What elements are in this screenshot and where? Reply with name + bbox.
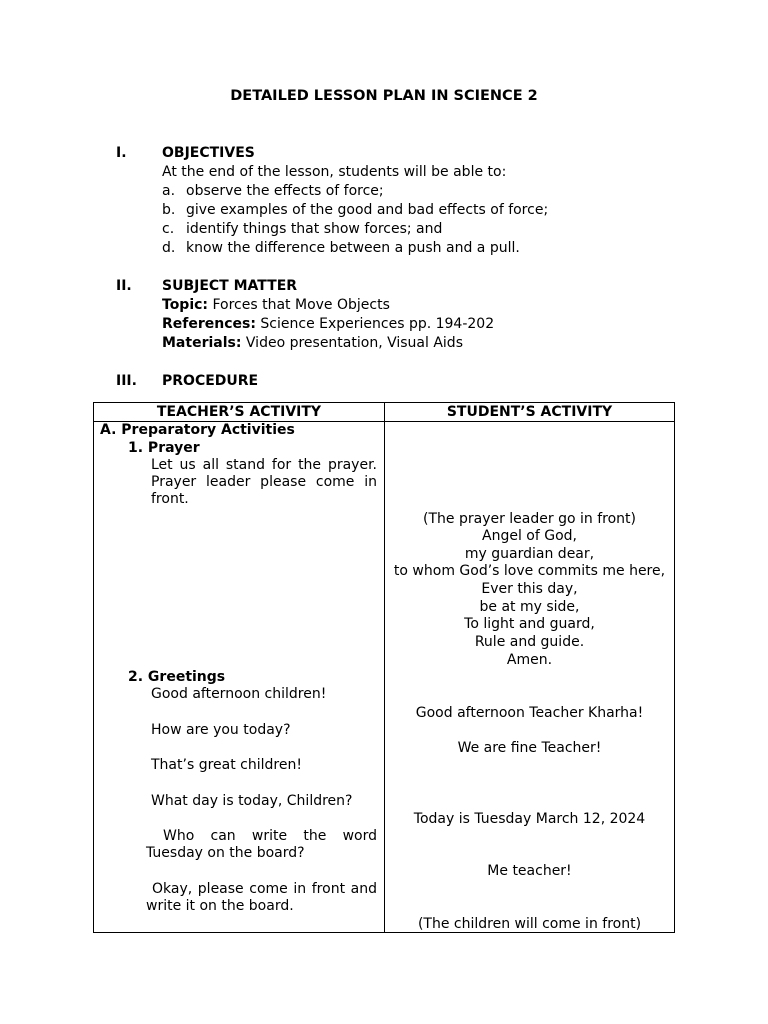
references-value: Science Experiences pp. 194-202: [260, 316, 495, 332]
prayer-instruction: Let us all stand for the prayer. Prayer leader please come in front.: [151, 457, 377, 507]
list-marker: c.: [162, 221, 175, 237]
materials-label: Materials:: [162, 335, 242, 351]
topic-value: Forces that Move Objects: [212, 297, 390, 313]
objective-text: give examples of the good and bad effects of force;: [186, 202, 549, 218]
list-marker: b.: [162, 202, 176, 218]
objectives-heading: OBJECTIVES: [162, 145, 255, 161]
table-header-row: [94, 403, 675, 422]
prayer-line: to whom God’s love commits me here,: [393, 563, 666, 579]
document-title: DETAILED LESSON PLAN IN SCIENCE 2: [230, 88, 538, 104]
prayer-heading: 1. Prayer: [128, 440, 200, 456]
prayer-line: Rule and guide.: [474, 634, 585, 650]
section-heading: A. Preparatory Activities: [100, 422, 295, 438]
prayer-line: Amen.: [506, 652, 553, 668]
teacher-activity-cell: [94, 422, 385, 933]
materials-line: [162, 335, 463, 351]
objective-item: [162, 240, 520, 256]
list-marker: a.: [162, 183, 176, 199]
objective-item: [162, 202, 548, 218]
student-line: Me teacher!: [487, 863, 572, 879]
teacher-line: Good afternoon children!: [151, 686, 327, 702]
procedure-number: III.: [116, 373, 137, 389]
prayer-line: To light and guard,: [464, 616, 595, 632]
teacher-line: Who can write the word Tuesday on the board?: [146, 828, 377, 861]
teacher-line: What day is today, Children?: [151, 793, 353, 809]
student-activity-cell: [385, 422, 675, 933]
student-line: (The children will come in front): [417, 916, 642, 932]
topic-line: [162, 297, 390, 313]
greetings-heading: 2. Greetings: [128, 669, 226, 685]
prayer-line: Ever this day,: [481, 581, 578, 597]
table-row: [94, 422, 675, 933]
topic-label: Topic:: [162, 297, 209, 313]
teacher-activity-header: TEACHER’S ACTIVITY: [94, 403, 385, 422]
objectives-intro: At the end of the lesson, students will be able to:: [162, 164, 507, 180]
procedure-table: [93, 402, 675, 933]
teacher-line: That’s great children!: [151, 757, 302, 773]
prayer-line: be at my side,: [479, 599, 580, 615]
materials-value: Video presentation, Visual Aids: [245, 335, 463, 351]
objective-text: identify things that show forces; and: [186, 221, 443, 237]
objective-item: [162, 183, 384, 199]
student-line: (The prayer leader go in front): [423, 511, 636, 527]
prayer-line: Angel of God,: [482, 528, 577, 544]
objective-text: observe the effects of force;: [186, 183, 384, 199]
student-activity-header: STUDENT’S ACTIVITY: [385, 403, 675, 422]
references-line: [162, 316, 494, 332]
references-label: References:: [162, 316, 256, 332]
prayer-line: my guardian dear,: [464, 546, 595, 562]
objectives-number: I.: [116, 145, 127, 161]
student-line: Today is Tuesday March 12, 2024: [413, 811, 646, 827]
student-line: We are fine Teacher!: [457, 740, 602, 756]
subject-matter-heading: SUBJECT MATTER: [162, 278, 298, 294]
subject-matter-number: II.: [116, 278, 132, 294]
objective-text: know the difference between a push and a pull.: [186, 240, 520, 256]
procedure-heading: PROCEDURE: [162, 373, 259, 389]
student-line: Good afternoon Teacher Kharha!: [415, 705, 644, 721]
objective-item: [162, 221, 442, 237]
list-marker: d.: [162, 240, 176, 256]
teacher-line: Okay, please come in front and write it on the board.: [146, 881, 377, 914]
teacher-line: How are you today?: [151, 722, 291, 738]
